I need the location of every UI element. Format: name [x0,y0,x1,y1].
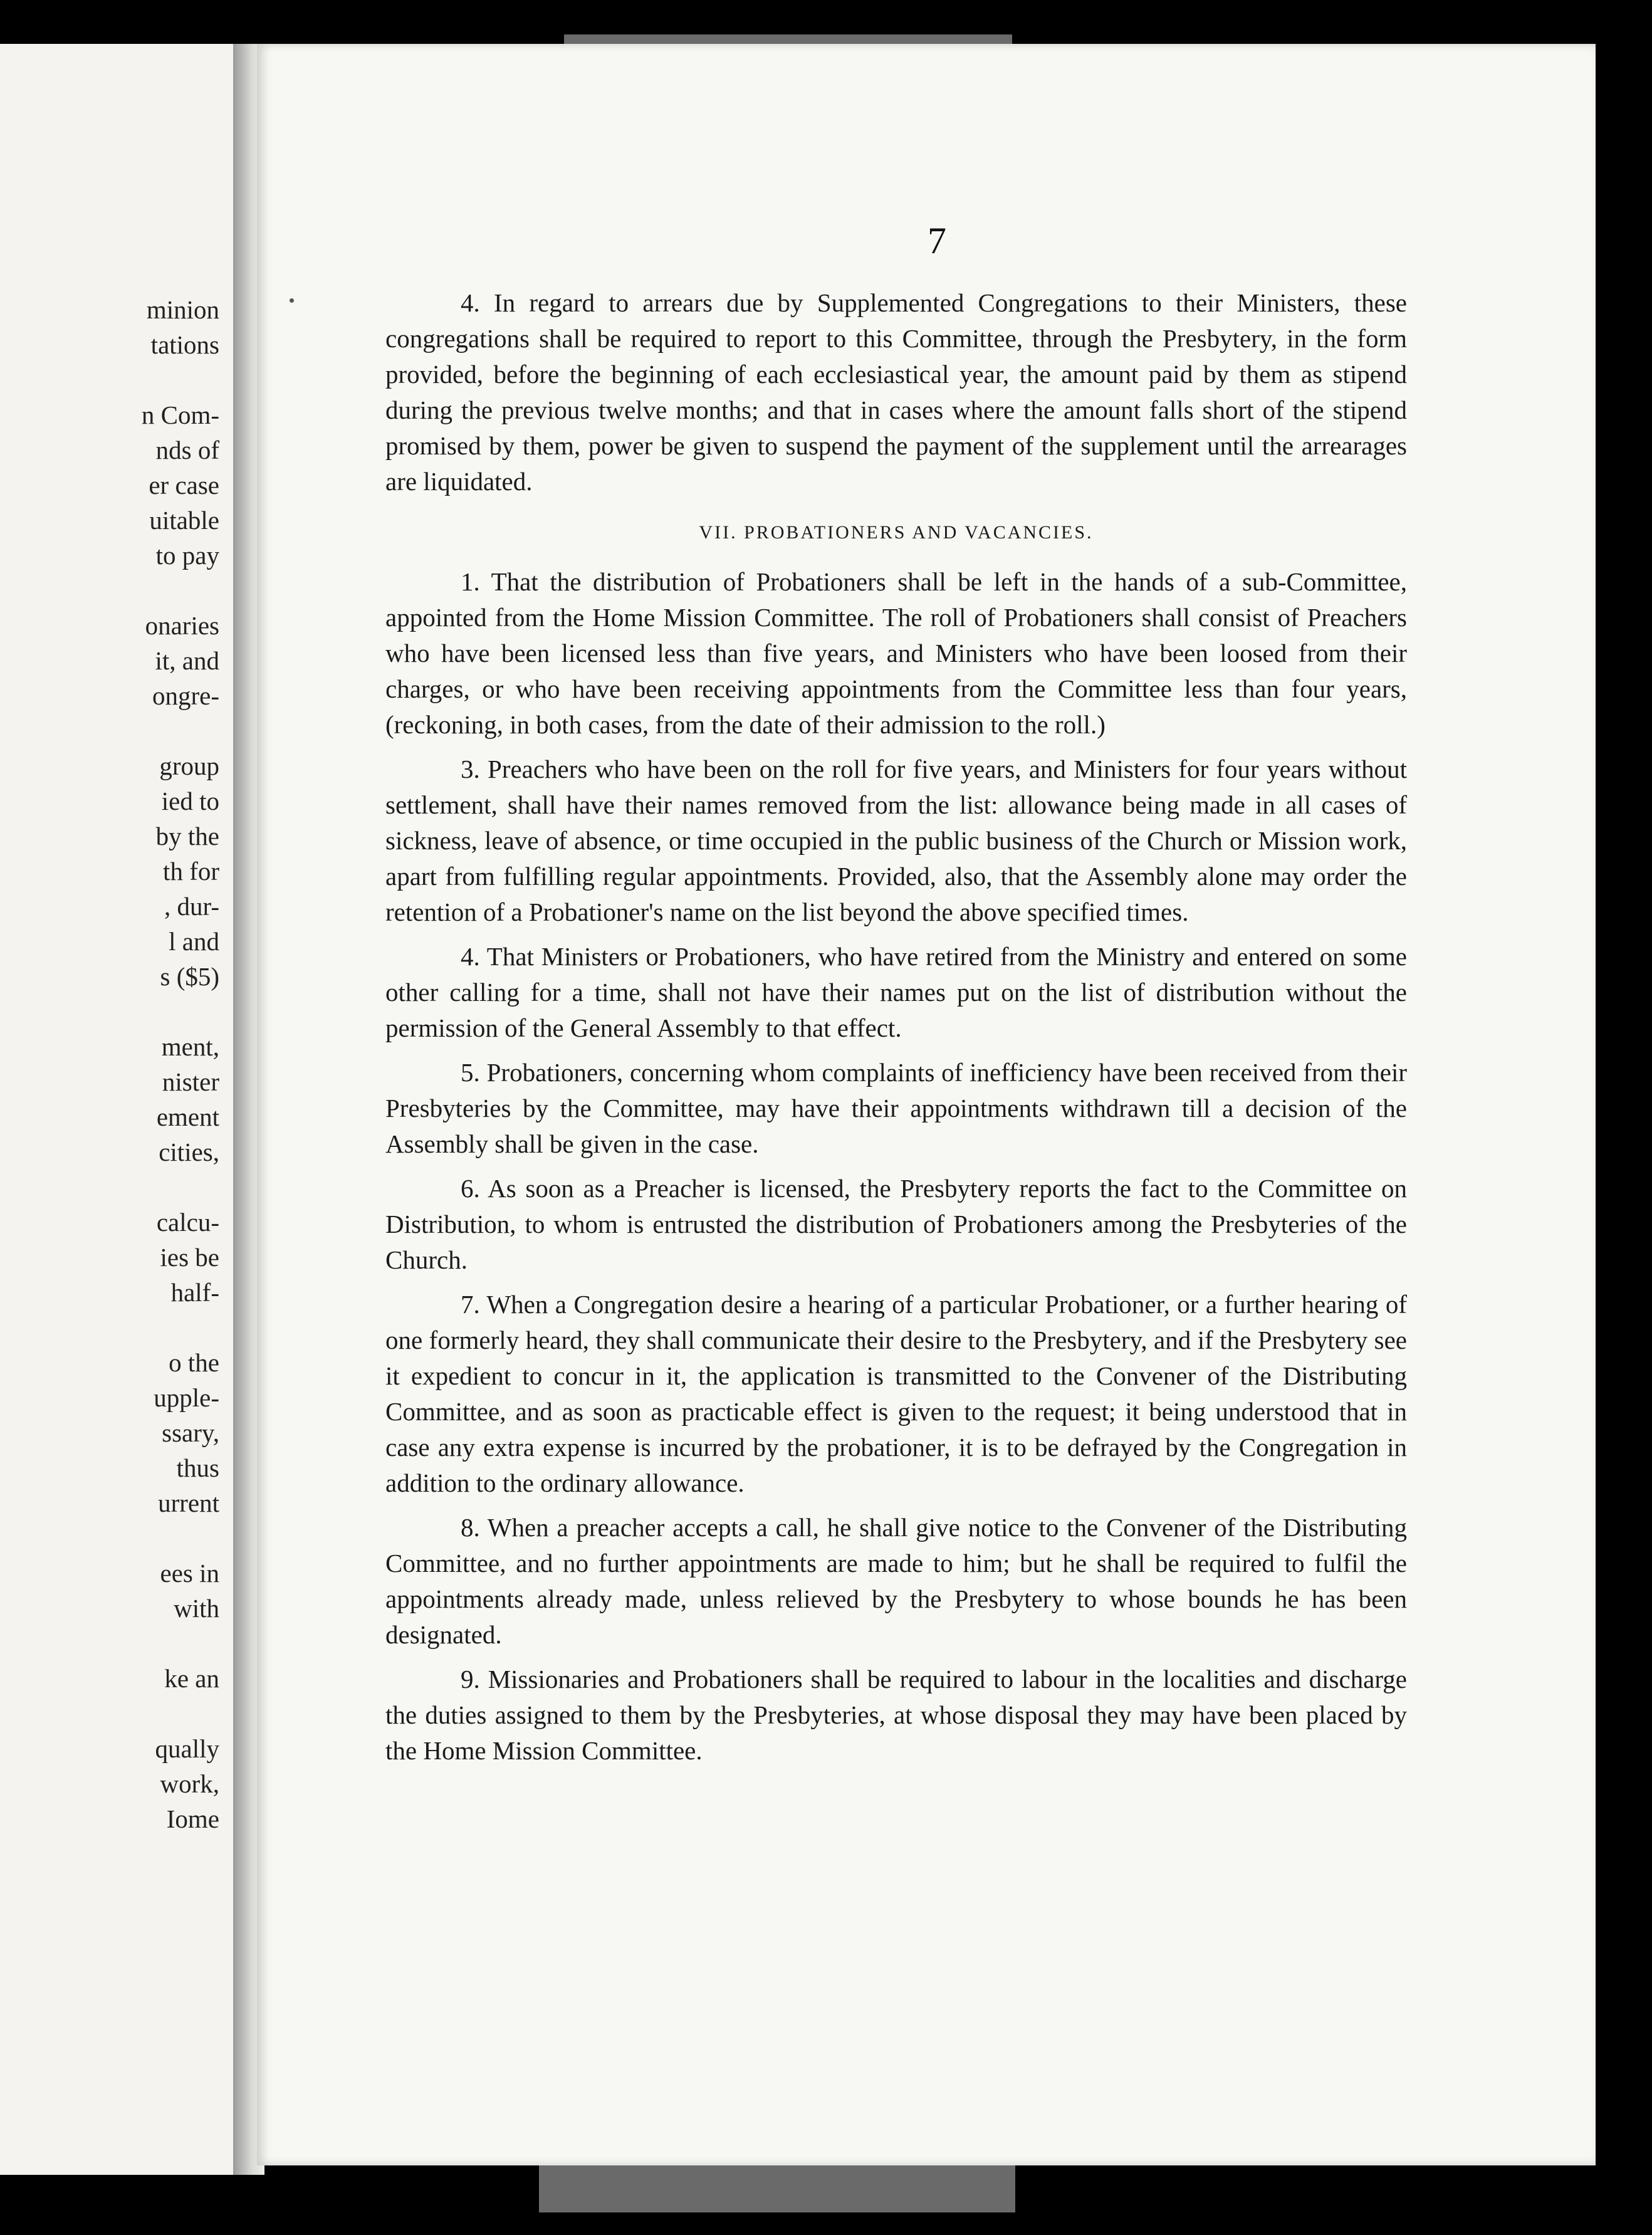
left-text-fragment: group [159,751,219,780]
left-text-fragment: ongre- [152,681,219,710]
paragraph: 8. When a preacher accepts a call, he shall give notice to the Convener of the Distributing Committee, and no further appointments are made to him; but he shall be required to fulfil the appointments already made, unless relieved by the Presbytery to whose bounds he has been designated. [385,1513,1407,1649]
left-text-fragment: thus [176,1453,219,1482]
left-text-fragment: nds of [155,436,219,464]
left-text-fragment: it, and [155,646,219,675]
left-text-fragment: half- [170,1278,219,1307]
left-text-fragment: s ($5) [160,962,219,991]
left-text-fragment: calcu- [156,1208,219,1237]
page-content [385,285,1407,1777]
left-text-fragment: work, [160,1769,219,1798]
left-text-fragment: ees in [160,1559,219,1588]
paragraph: 5. Probationers, concerning whom complaints of inefficiency have been received from their Presbyteries by the Committee, may have their appointments withdrawn till a decision of the Assembly shall be given in the case. [385,1058,1407,1158]
margin-dot [290,298,294,303]
section-heading: VII. PROBATIONERS AND VACANCIES. [699,522,1094,543]
left-text-fragment: with [174,1594,219,1623]
left-text-fragment: minion [146,295,219,324]
left-text-fragment: o the [169,1348,219,1377]
left-page [0,44,234,2175]
left-text-fragment: , dur- [164,892,219,921]
left-text-fragment: cities, [159,1138,219,1166]
left-text-fragment: qually [155,1734,219,1763]
left-text-fragment: nister [162,1067,219,1096]
left-text-fragment: to pay [155,541,219,570]
left-text-fragment: l and [169,927,219,956]
paragraphs-after [385,564,1407,1769]
left-text-fragment: upple- [154,1383,219,1412]
left-text-fragment: ment, [161,1032,219,1061]
left-text-fragment: ke an [164,1664,219,1693]
left-text-fragment: uitable [149,506,219,535]
left-text-fragment: ies be [160,1243,219,1272]
paragraph: 9. Missionaries and Probationers shall be required to labour in the localities and discharge the duties assigned to them by the Presbyteries, at whose disposal they may have been placed by the Home Mission Committee. [385,1665,1407,1765]
left-text-fragment: er case [149,471,219,500]
left-text-fragment: th for [163,857,219,886]
left-text-fragment: onaries [145,611,219,640]
left-text-fragment: by the [155,822,219,851]
left-text-fragment: n Com- [141,400,219,429]
left-text-fragment: tations [150,330,219,359]
left-text-fragment: ssary, [162,1418,219,1447]
left-text-fragment: ement [156,1102,219,1131]
paragraphs-before [385,285,1407,500]
left-text-fragment: ied to [161,787,219,815]
paragraph: 4. In regard to arrears due by Supplemented Congregations to their Ministers, these congregations shall be required to report to this Committee, through the Presbytery, in the form provided, before the beginning of each ecclesiastical year, the amount paid by them as stipend during the previous twelve months; and that in cases where the amount falls short of the stipend promised by them, power be given to suspend the payment of the supplement until the arrearages are liquidated. [385,288,1407,496]
paragraph: 3. Preachers who have been on the roll for five years, and Ministers for four years without settlement, shall have their names removed from the list: allowance being made in all cases of sickness, leave of absence, or time occupied in the public business of the Church or Mission work, apart from fulfilling regular appointments. Provided, also, that the Assembly alone may order the retention of a Probationer's name on the list beyond the above specified times. [385,755,1407,926]
paragraph: 6. As soon as a Preacher is licensed, the Presbytery reports the fact to the Committee on Distribution, to whom is entrusted the distribution of Probationers among the Presbyteries of the Church. [385,1174,1407,1274]
left-text-fragment: Iome [166,1804,219,1833]
left-text-fragment: urrent [158,1489,219,1517]
paragraph: 1. That the distribution of Probationers shall be left in the hands of a sub-Committee, appointed from the Home Mission Committee. The roll of Probationers shall consist of Preachers who have been licensed less than five years, and Ministers who have been loosed from their charges, or who have been receiving appointments from the Committee less than four years, (reckoning, in both cases, from the date of their admission to the roll.) [385,567,1407,739]
paragraph: 4. That Ministers or Probationers, who have retired from the Ministry and entered on some other calling for a time, shall not have their names put on the list of distribution without the permission of the General Assembly to that effect. [385,942,1407,1042]
bottom-tab [539,2162,1015,2212]
page-number: 7 [928,220,946,261]
paragraph: 7. When a Congregation desire a hearing of a particular Probationer, or a further hearing of one formerly heard, they shall communicate their desire to the Presbytery, and if the Presbytery see it expedient to concur in it, the application is transmitted to the Convener of the Distributing Committee, and as soon as practicable effect is given to the request; it being understood that in case any extra expense is incurred by the probationer, it is to be defrayed by the Congregation in addition to the ordinary allowance. [385,1290,1407,1497]
